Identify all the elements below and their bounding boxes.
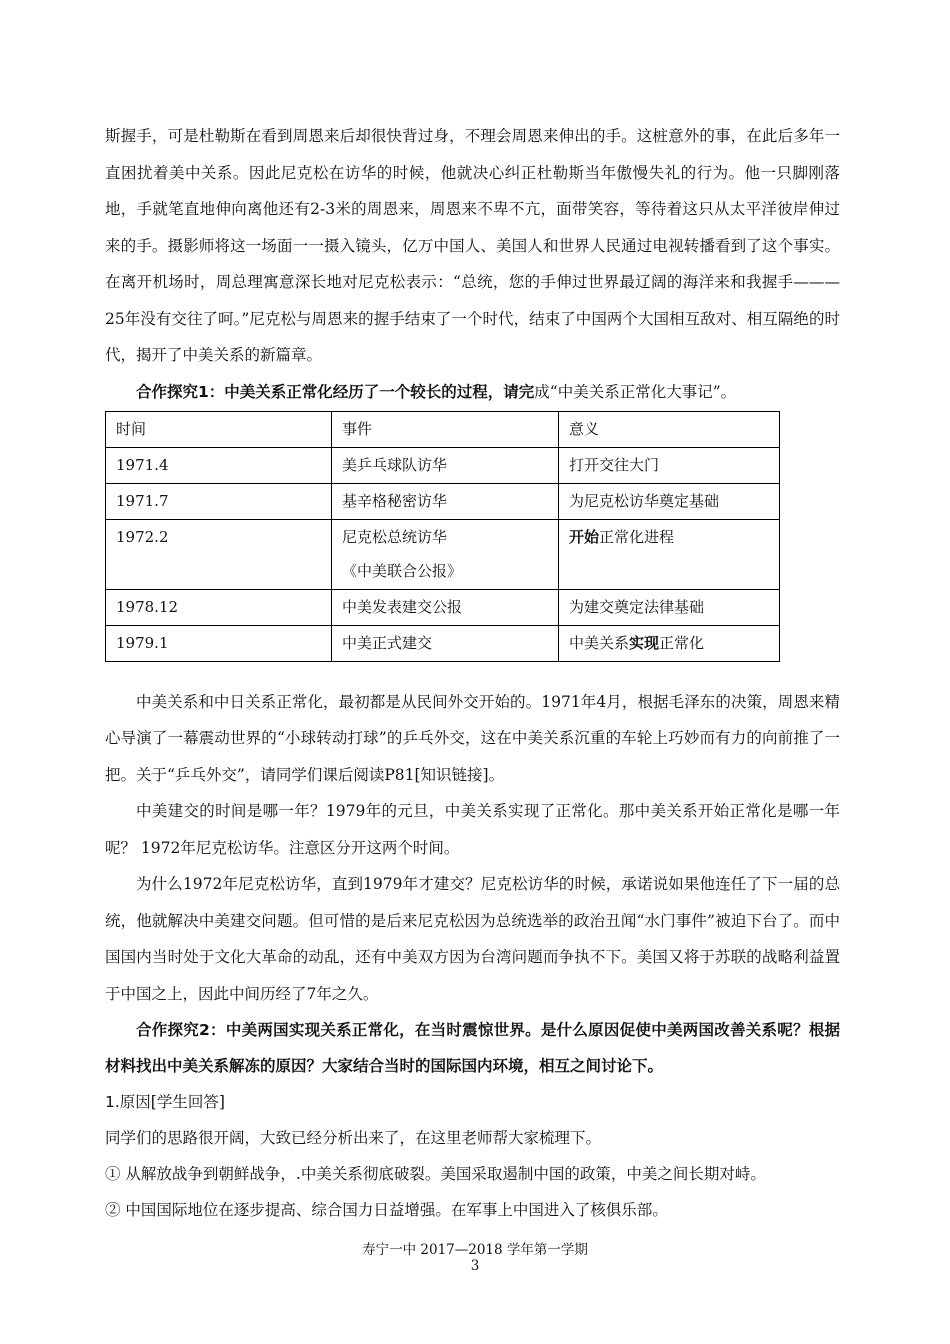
point-item: ② 中国国际地位在逐步提高、综合国力日益增强。在军事上中国进入了核俱乐部。 xyxy=(105,1201,668,1219)
cell-event: 中美正式建交 xyxy=(332,625,559,661)
cell-meaning-text: 正常化 xyxy=(659,633,705,652)
table-row xyxy=(106,589,780,625)
cell-meaning xyxy=(559,625,780,661)
cell-meaning-pre: 中美关系 xyxy=(569,633,630,652)
footer-page-number: 3 xyxy=(470,1258,480,1274)
body-paragraph: 中美关系和中日关系正常化，最初都是从民间外交开始的。1971年4月，根据毛泽东的决策，周恩来精心导演了一幕震动世界的“小球转动打球”的乒乓外交，这在中美关系沉重的车轮上巧妙而有力的向前推了一把。关于“乒乓外交”，请同学们课后阅读P81[知识链接]。 xyxy=(105,692,840,784)
cell-time: 1972.2 xyxy=(106,519,332,589)
cell-time: 1971.7 xyxy=(106,483,332,519)
table-header-row xyxy=(106,411,780,447)
cell-time: 1979.1 xyxy=(106,625,332,661)
timeline-table xyxy=(105,411,780,662)
cell-meaning-bold: 实现 xyxy=(629,633,660,652)
cell-event-line-2: 《中美联合公报》 xyxy=(342,561,463,580)
cell-meaning xyxy=(559,519,780,589)
inquiry-1-bold: 合作探究1：中美关系正常化经历了一个较长的过程，请完 xyxy=(136,382,535,401)
point-item: ① 从解放战争到朝鲜战争，.中美关系彻底破裂。美国采取遏制中国的政策，中美之间长期对峙。 xyxy=(105,1165,766,1183)
cell-time: 1978.12 xyxy=(106,589,332,625)
header-event: 事件 xyxy=(332,411,559,447)
page-content xyxy=(105,118,840,1228)
table-row xyxy=(106,519,780,589)
reason-number: 1. xyxy=(105,1093,120,1111)
spacer xyxy=(105,662,840,684)
cell-event-line-1: 尼克松总统访华 xyxy=(342,527,448,546)
footer-school: 寿宁一中 2017—2018 学年第一学期 xyxy=(362,1242,588,1258)
reason-line xyxy=(105,1084,840,1120)
body-paragraph: 为什么1972年尼克松访华，直到1979年才建交？尼克松访华的时候，承诺说如果他连任了下一届的总统，他就解决中美建交问题。但可惜的是后来尼克松因为总统选举的政治丑闻“水门事件”被迫下台了。而中国国内当时处于文化大革命的动乱，还有中美双方因为台湾问题而争执不下。美国又将于苏联的战略利益置于中国之上，因此中间历经了7年之久。 xyxy=(105,875,840,1003)
cell-meaning-bold: 开始 xyxy=(569,527,600,546)
cell-event: 基辛格秘密访华 xyxy=(332,483,559,519)
inquiry-2-heading: 合作探究2：中美两国实现关系正常化，在当时震惊世界。是什么原因促使中美两国改善关系呢？根据材料找出中美关系解冻的原因？大家结合当时的国际国内环境，相互之间讨论下。 xyxy=(105,1021,840,1075)
cell-time: 1971.4 xyxy=(106,447,332,483)
intro-paragraph: 斯握手，可是杜勒斯在看到周恩来后却很快背过身，不理会周恩来伸出的手。这桩意外的事，在此后多年一直困扰着美中关系。因此尼克松在访华的时候，他就决心纠正杜勒斯当年傲慢失礼的行为。他一只脚刚落地，手就笔直地伸向离他还有2-3米的周恩来，周恩来不卑不亢，面带笑容，等待着这只从太平洋彼岸伸过来的手。摄影师将这一场面一一摄入镜头，亿万中国人、美国人和世界人民通过电视转播看到了这个事实。在离开机场时，周总理寓意深长地对尼克松表示：“总统，您的手伸过世界最辽阔的海洋来和我握手———25年没有交往了呵。”尼克松与周恩来的握手结束了一个时代，结束了中国两个大国相互敌对、相互隔绝的时代，揭开了中美关系的新篇章。 xyxy=(105,127,840,364)
table-row xyxy=(106,447,780,483)
body-paragraph: 中美建交的时间是哪一年？1979年的元旦，中美关系实现了正常化。那中美关系开始正常化是哪一年呢？ 1972年尼克松访华。注意区分开这两个时间。 xyxy=(105,802,840,857)
table-row xyxy=(106,483,780,519)
cell-meaning-text: 正常化进程 xyxy=(599,527,675,546)
inquiry-1-heading xyxy=(105,374,840,410)
reason-label: 原因[学生回答] xyxy=(119,1093,225,1111)
cell-meaning: 为建交奠定法律基础 xyxy=(559,589,780,625)
header-time: 时间 xyxy=(106,411,332,447)
summary-line: 同学们的思路很开阔，大致已经分析出来了，在这里老师帮大家梳理下。 xyxy=(105,1129,602,1147)
table-row xyxy=(106,625,780,661)
cell-meaning: 打开交往大门 xyxy=(559,447,780,483)
header-meaning: 意义 xyxy=(559,411,780,447)
inquiry-1-normal: 成“中美关系正常化大事记”。 xyxy=(534,382,737,401)
cell-event: 美乒乓球队访华 xyxy=(332,447,559,483)
cell-event: 中美发表建交公报 xyxy=(332,589,559,625)
cell-meaning: 为尼克松访华奠定基础 xyxy=(559,483,780,519)
cell-event xyxy=(332,519,559,589)
